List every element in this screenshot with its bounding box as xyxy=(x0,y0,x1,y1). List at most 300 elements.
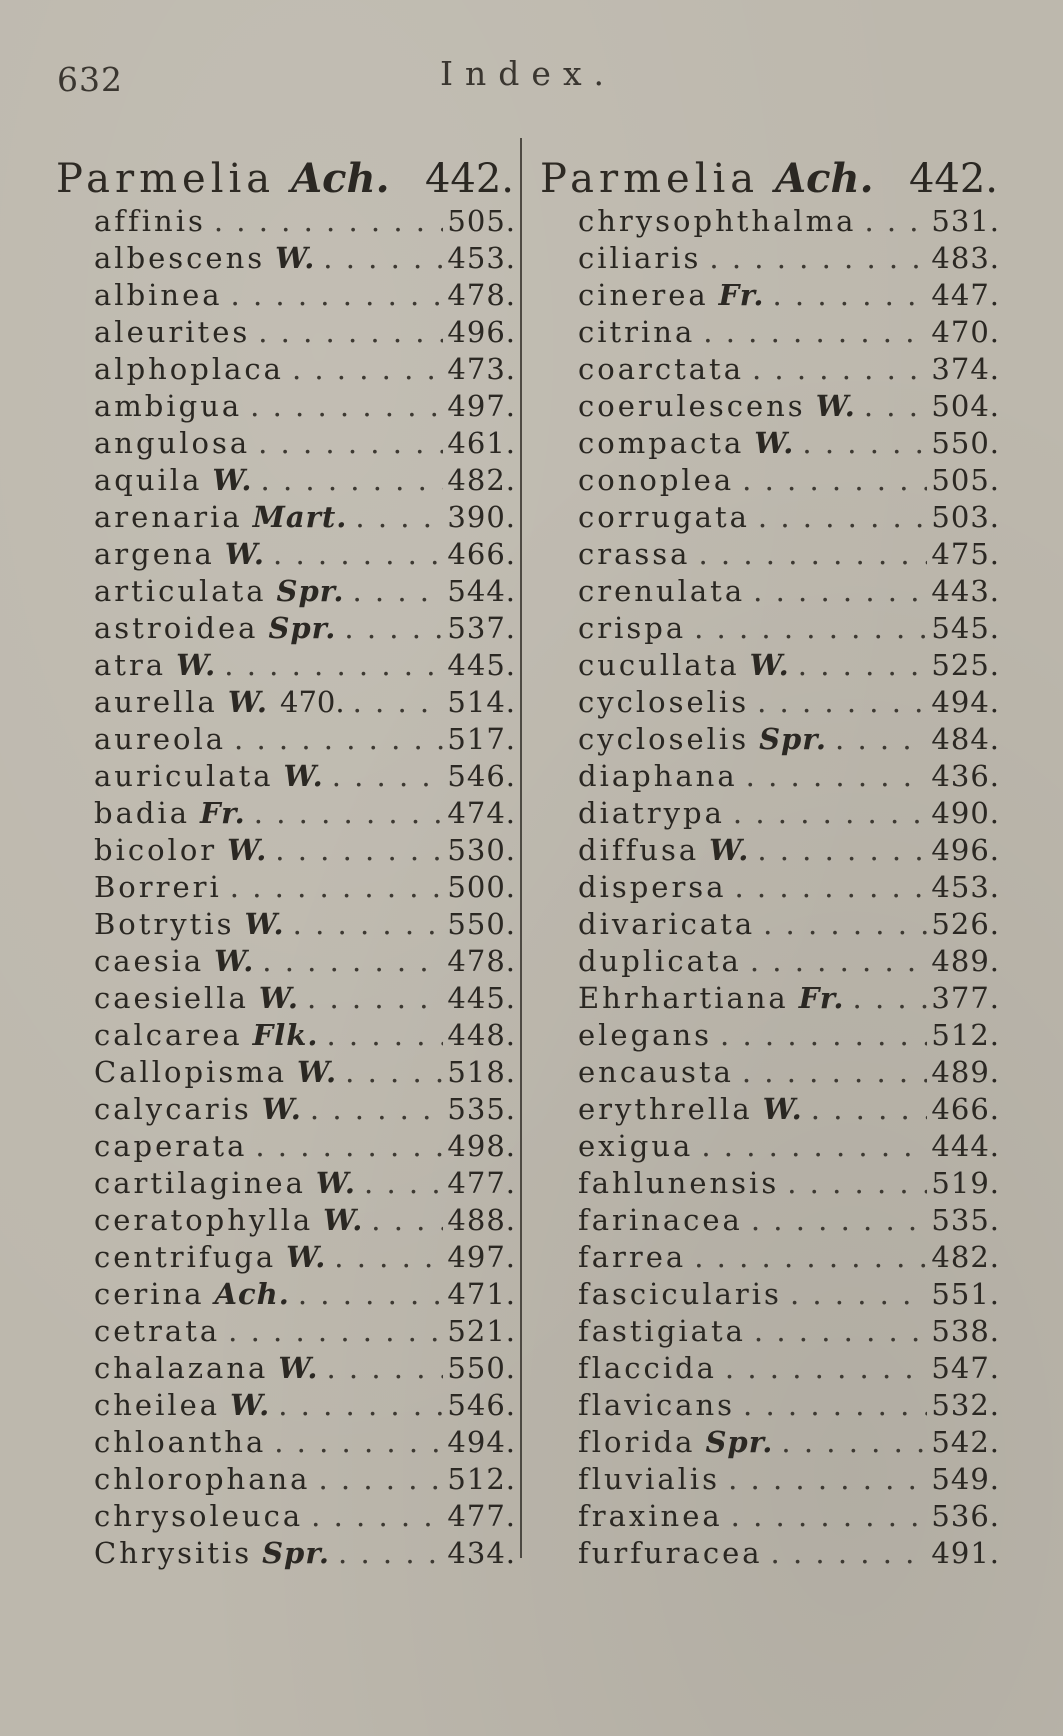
index-entry xyxy=(56,1016,516,1053)
entry-page-number: 512. xyxy=(447,1461,516,1496)
index-entry xyxy=(540,1201,1000,1238)
entry-page-number: 521. xyxy=(447,1313,516,1348)
dot-leader xyxy=(757,685,927,719)
species-name: ciliaris xyxy=(578,240,702,275)
extra-page-reference: 470. xyxy=(280,684,345,719)
species-name: fahlunensis xyxy=(578,1165,780,1200)
species-name: auriculata xyxy=(94,758,274,793)
species-authority: Spr. xyxy=(262,1535,331,1570)
entry-page-number: 461. xyxy=(447,425,516,460)
species-name: astroidea xyxy=(94,610,259,645)
dot-leader xyxy=(371,1203,443,1237)
entry-page-number: 390. xyxy=(447,499,516,534)
species-name: calycaris xyxy=(94,1091,252,1126)
dot-leader xyxy=(853,981,928,1015)
entry-page-number: 550. xyxy=(447,1350,516,1385)
index-entry xyxy=(540,572,1000,609)
dot-leader xyxy=(228,1314,443,1348)
dot-leader xyxy=(835,722,927,756)
dot-leader xyxy=(250,389,443,423)
dot-leader xyxy=(338,1536,443,1570)
dot-leader xyxy=(332,759,444,793)
species-authority: W. xyxy=(258,980,300,1015)
index-entry xyxy=(540,387,1000,424)
dot-leader xyxy=(864,389,928,423)
dot-leader xyxy=(224,648,443,682)
dot-leader xyxy=(772,278,927,312)
index-entry xyxy=(540,1053,1000,1090)
species-name: ambigua xyxy=(94,388,243,423)
index-entry xyxy=(56,1275,516,1312)
species-name: farrea xyxy=(578,1239,687,1274)
dot-leader xyxy=(344,611,443,645)
index-entry xyxy=(56,1312,516,1349)
species-name: angulosa xyxy=(94,425,251,460)
index-entry xyxy=(56,1164,516,1201)
species-name: cetrata xyxy=(94,1313,221,1348)
index-entry xyxy=(540,905,1000,942)
species-authority: Spr. xyxy=(759,721,828,756)
dot-leader xyxy=(864,204,927,238)
entry-page-number: 482. xyxy=(447,462,516,497)
entry-page-number: 549. xyxy=(931,1461,1000,1496)
species-authority: W. xyxy=(176,647,217,682)
species-authority: W. xyxy=(275,240,316,275)
dot-leader xyxy=(734,870,927,904)
species-name: Botrytis xyxy=(94,906,235,941)
dot-leader xyxy=(310,1092,444,1126)
index-entry xyxy=(540,276,1000,313)
dot-leader xyxy=(293,907,444,941)
index-entry xyxy=(56,1238,516,1275)
page-number: 632 xyxy=(57,60,123,99)
species-name: aquila xyxy=(94,462,203,497)
entry-page-number: 434. xyxy=(447,1535,516,1570)
species-list xyxy=(56,202,516,1571)
index-entry xyxy=(540,498,1000,535)
dot-leader xyxy=(231,278,444,312)
species-authority: W. xyxy=(754,425,795,460)
entry-page-number: 537. xyxy=(447,610,516,645)
entry-page-number: 494. xyxy=(447,1424,516,1459)
entry-page-number: 496. xyxy=(931,832,1000,867)
dot-leader xyxy=(694,1240,927,1274)
species-authority: W. xyxy=(815,388,856,423)
index-entry xyxy=(540,942,1000,979)
entry-page-number: 482. xyxy=(931,1239,1000,1274)
species-name: crassa xyxy=(578,536,691,571)
entry-page-number: 490. xyxy=(931,795,1000,830)
entry-page-number: 448. xyxy=(447,1017,516,1052)
index-entry xyxy=(56,1201,516,1238)
genus-page-number: 442. xyxy=(424,156,514,202)
species-name: calcarea xyxy=(94,1017,243,1052)
index-entry xyxy=(56,535,516,572)
entry-page-number: 512. xyxy=(931,1017,1000,1052)
index-entry xyxy=(540,350,1000,387)
index-entry xyxy=(56,1090,516,1127)
genus-authority: Ach. xyxy=(291,155,390,202)
dot-leader xyxy=(326,1351,443,1385)
running-head: Index. xyxy=(440,54,617,93)
index-entry xyxy=(56,720,516,757)
species-authority: Fr. xyxy=(199,795,246,830)
entry-page-number: 542. xyxy=(931,1424,1000,1459)
species-name: erythrella xyxy=(578,1091,753,1126)
entry-page-number: 483. xyxy=(931,240,1000,275)
genus-page-number: 442. xyxy=(908,156,998,202)
entry-page-number: 477. xyxy=(447,1498,516,1533)
index-entry xyxy=(540,1090,1000,1127)
entry-page-number: 544. xyxy=(447,573,516,608)
dot-leader xyxy=(728,1462,927,1496)
species-name: caesiella xyxy=(94,980,249,1015)
index-entry xyxy=(540,1497,1000,1534)
dot-leader xyxy=(811,1092,928,1126)
species-name: affinis xyxy=(94,203,206,238)
index-entry xyxy=(540,424,1000,461)
entry-page-number: 471. xyxy=(447,1276,516,1311)
entry-page-number: 473. xyxy=(447,351,516,386)
species-name: crenulata xyxy=(578,573,746,608)
entry-page-number: 477. xyxy=(447,1165,516,1200)
dot-leader xyxy=(254,796,444,830)
species-name: florida xyxy=(578,1424,696,1459)
index-entry xyxy=(56,942,516,979)
species-name: badia xyxy=(94,795,190,830)
entry-page-number: 466. xyxy=(447,536,516,571)
species-authority: W. xyxy=(315,1165,357,1200)
entry-page-number: 489. xyxy=(931,1054,1000,1089)
dot-leader xyxy=(261,463,444,497)
species-authority: Ach. xyxy=(214,1276,290,1311)
index-entry xyxy=(56,461,516,498)
dot-leader xyxy=(230,870,444,904)
species-authority: Mart. xyxy=(252,499,348,534)
index-entry xyxy=(540,1238,1000,1275)
species-name: centrifuga xyxy=(94,1239,277,1274)
index-entry xyxy=(56,498,516,535)
entry-page-number: 518. xyxy=(447,1054,516,1089)
species-name: alphoplaca xyxy=(94,351,284,386)
index-entry xyxy=(56,757,516,794)
dot-leader xyxy=(345,1055,443,1089)
dot-leader xyxy=(709,241,927,275)
genus-name: Parmelia xyxy=(56,156,276,202)
entry-page-number: 466. xyxy=(931,1091,1000,1126)
species-name: coerulescens xyxy=(578,388,806,423)
index-entry xyxy=(540,1534,1000,1571)
species-name: cinerea xyxy=(578,277,709,312)
index-entry xyxy=(56,350,516,387)
entry-page-number: 496. xyxy=(447,314,516,349)
dot-leader xyxy=(298,1277,444,1311)
dot-leader xyxy=(703,315,927,349)
dot-leader xyxy=(262,944,443,978)
index-entry xyxy=(540,1460,1000,1497)
dot-leader xyxy=(743,1388,927,1422)
species-name: cycloselis xyxy=(578,684,750,719)
index-entry xyxy=(540,794,1000,831)
dot-leader xyxy=(255,1129,443,1163)
species-authority: W. xyxy=(278,1350,319,1385)
species-authority: W. xyxy=(286,1239,327,1274)
index-entry xyxy=(540,461,1000,498)
species-authority: W. xyxy=(244,906,285,941)
index-entry xyxy=(56,794,516,831)
species-authority: W. xyxy=(709,832,750,867)
entry-page-number: 504. xyxy=(931,388,1000,423)
species-name: cartilaginea xyxy=(94,1165,306,1200)
dot-leader xyxy=(742,463,927,497)
dot-leader xyxy=(731,1499,928,1533)
dot-leader xyxy=(698,537,927,571)
index-entry xyxy=(56,905,516,942)
species-name: chrysophthalma xyxy=(578,203,857,238)
index-entry xyxy=(56,683,516,720)
entry-page-number: 475. xyxy=(931,536,1000,571)
index-entry xyxy=(540,979,1000,1016)
species-authority: W. xyxy=(224,536,266,571)
entry-page-number: 436. xyxy=(931,758,1000,793)
dot-leader xyxy=(798,648,928,682)
entry-page-number: 545. xyxy=(931,610,1000,645)
species-name: fluvialis xyxy=(578,1461,721,1496)
species-name: flavicans xyxy=(578,1387,736,1422)
entry-page-number: 551. xyxy=(931,1276,1000,1311)
species-authority: W. xyxy=(230,1387,271,1422)
species-authority: W. xyxy=(214,943,255,978)
species-authority: Spr. xyxy=(276,573,345,608)
dot-leader xyxy=(787,1166,927,1200)
dot-leader xyxy=(751,1203,928,1237)
index-entry xyxy=(56,979,516,1016)
species-authority: W. xyxy=(323,1202,364,1237)
left-column xyxy=(56,138,516,1571)
species-name: furfuracea xyxy=(578,1535,763,1570)
index-entry xyxy=(56,1460,516,1497)
index-entry xyxy=(540,646,1000,683)
dot-leader xyxy=(323,241,443,275)
entry-page-number: 489. xyxy=(931,943,1000,978)
species-name: atra xyxy=(94,647,167,682)
entry-page-number: 500. xyxy=(447,869,516,904)
dot-leader xyxy=(353,685,444,719)
dot-leader xyxy=(750,944,928,978)
species-name: Ehrhartiana xyxy=(578,980,789,1015)
species-authority: W. xyxy=(212,462,253,497)
species-name: conoplea xyxy=(578,462,735,497)
entry-page-number: 503. xyxy=(931,499,1000,534)
entry-page-number: 374. xyxy=(931,351,1000,386)
species-name: aleurites xyxy=(94,314,251,349)
index-entry xyxy=(56,1386,516,1423)
dot-leader xyxy=(214,204,444,238)
index-entry xyxy=(540,202,1000,239)
index-entry xyxy=(540,831,1000,868)
dot-leader xyxy=(318,1462,443,1496)
index-entry xyxy=(540,1275,1000,1312)
index-entry xyxy=(540,1386,1000,1423)
entry-page-number: 505. xyxy=(447,203,516,238)
species-authority: W. xyxy=(227,832,268,867)
dot-leader xyxy=(753,574,927,608)
species-name: Chrysitis xyxy=(94,1535,253,1570)
species-name: citrina xyxy=(578,314,696,349)
index-entry xyxy=(540,239,1000,276)
index-entry xyxy=(56,1534,516,1571)
species-authority: W. xyxy=(283,758,324,793)
entry-page-number: 478. xyxy=(447,277,516,312)
species-authority: W. xyxy=(749,647,790,682)
dot-leader xyxy=(757,833,927,867)
species-name: albescens xyxy=(94,240,266,275)
species-authority: W. xyxy=(762,1091,803,1126)
dot-leader xyxy=(701,1129,927,1163)
column-divider xyxy=(520,138,522,1558)
entry-page-number: 494. xyxy=(931,684,1000,719)
species-name: elegans xyxy=(578,1017,713,1052)
dot-leader xyxy=(754,1314,928,1348)
entry-page-number: 484. xyxy=(931,721,1000,756)
dot-leader xyxy=(752,352,927,386)
entry-page-number: 478. xyxy=(447,943,516,978)
index-entry xyxy=(56,1423,516,1460)
entry-page-number: 531. xyxy=(931,203,1000,238)
index-entry xyxy=(540,757,1000,794)
dot-leader xyxy=(326,1018,443,1052)
entry-page-number: 546. xyxy=(447,758,516,793)
species-name: cucullata xyxy=(578,647,740,682)
entry-page-number: 550. xyxy=(447,906,516,941)
entry-page-number: 470. xyxy=(931,314,1000,349)
index-entry xyxy=(540,720,1000,757)
entry-page-number: 519. xyxy=(931,1165,1000,1200)
species-name: caperata xyxy=(94,1128,248,1163)
index-entry xyxy=(540,535,1000,572)
dot-leader xyxy=(802,426,927,460)
species-name: farinacea xyxy=(578,1202,743,1237)
genus-authority: Ach. xyxy=(775,155,874,202)
species-name: diaphana xyxy=(578,758,738,793)
dot-leader xyxy=(694,611,927,645)
entry-page-number: 447. xyxy=(931,277,1000,312)
species-name: dispersa xyxy=(578,869,727,904)
dot-leader xyxy=(771,1536,928,1570)
genus-heading xyxy=(56,138,516,202)
dot-leader xyxy=(355,500,443,534)
entry-page-number: 453. xyxy=(931,869,1000,904)
species-name: albinea xyxy=(94,277,223,312)
index-entry xyxy=(540,1164,1000,1201)
genus-name: Parmelia xyxy=(540,156,760,202)
species-name: ceratophylla xyxy=(94,1202,314,1237)
dot-leader xyxy=(733,796,928,830)
entry-page-number: 444. xyxy=(931,1128,1000,1163)
species-name: chloantha xyxy=(94,1424,267,1459)
species-name: crispa xyxy=(578,610,687,645)
species-name: exigua xyxy=(578,1128,694,1163)
species-name: chalazana xyxy=(94,1350,269,1385)
dot-leader xyxy=(758,500,928,534)
species-name: coarctata xyxy=(578,351,744,386)
entry-page-number: 488. xyxy=(447,1202,516,1237)
dot-leader xyxy=(258,426,443,460)
species-name: aureola xyxy=(94,721,227,756)
dot-leader xyxy=(311,1499,443,1533)
species-name: Callopisma xyxy=(94,1054,287,1089)
entry-page-number: 497. xyxy=(447,1239,516,1274)
index-entry xyxy=(56,609,516,646)
entry-page-number: 491. xyxy=(931,1535,1000,1570)
species-authority: Spr. xyxy=(268,610,337,645)
index-entry xyxy=(56,868,516,905)
index-entry xyxy=(540,313,1000,350)
index-entry xyxy=(540,1349,1000,1386)
index-entry xyxy=(56,276,516,313)
entry-page-number: 535. xyxy=(931,1202,1000,1237)
species-name: chrysoleuca xyxy=(94,1498,304,1533)
species-authority: Flk. xyxy=(252,1017,319,1052)
species-name: duplicata xyxy=(578,943,742,978)
species-name: corrugata xyxy=(578,499,750,534)
index-entry xyxy=(56,313,516,350)
dot-leader xyxy=(763,907,927,941)
species-name: caesia xyxy=(94,943,205,978)
index-entry xyxy=(56,202,516,239)
dot-leader xyxy=(307,981,443,1015)
entry-page-number: 377. xyxy=(931,980,1000,1015)
species-name: Borreri xyxy=(94,869,222,904)
species-name: divaricata xyxy=(578,906,756,941)
entry-page-number: 514. xyxy=(447,684,516,719)
index-entry xyxy=(56,1053,516,1090)
dot-leader xyxy=(746,759,928,793)
species-authority: W. xyxy=(227,684,268,719)
entry-page-number: 445. xyxy=(447,980,516,1015)
species-name: cerina xyxy=(94,1276,205,1311)
species-name: diatrypa xyxy=(578,795,725,830)
index-entry xyxy=(56,239,516,276)
right-column xyxy=(540,138,1000,1571)
index-entry xyxy=(540,683,1000,720)
species-name: flaccida xyxy=(578,1350,717,1385)
dot-leader xyxy=(234,722,443,756)
dot-leader xyxy=(781,1425,927,1459)
index-entry xyxy=(56,424,516,461)
entry-page-number: 546. xyxy=(447,1387,516,1422)
dot-leader xyxy=(278,1388,443,1422)
species-list xyxy=(540,202,1000,1571)
entry-page-number: 538. xyxy=(931,1313,1000,1348)
index-entry xyxy=(56,572,516,609)
species-name: articulata xyxy=(94,573,267,608)
dot-leader xyxy=(725,1351,928,1385)
entry-page-number: 453. xyxy=(447,240,516,275)
species-authority: Fr. xyxy=(718,277,765,312)
entry-page-number: 547. xyxy=(931,1350,1000,1385)
entry-page-number: 445. xyxy=(447,647,516,682)
entry-page-number: 535. xyxy=(447,1091,516,1126)
entry-page-number: 474. xyxy=(447,795,516,830)
index-entry xyxy=(540,1127,1000,1164)
entry-page-number: 526. xyxy=(931,906,1000,941)
index-entry xyxy=(540,609,1000,646)
index-entry xyxy=(56,387,516,424)
species-name: fastigiata xyxy=(578,1313,746,1348)
species-authority: Fr. xyxy=(798,980,845,1015)
species-name: compacta xyxy=(578,425,745,460)
